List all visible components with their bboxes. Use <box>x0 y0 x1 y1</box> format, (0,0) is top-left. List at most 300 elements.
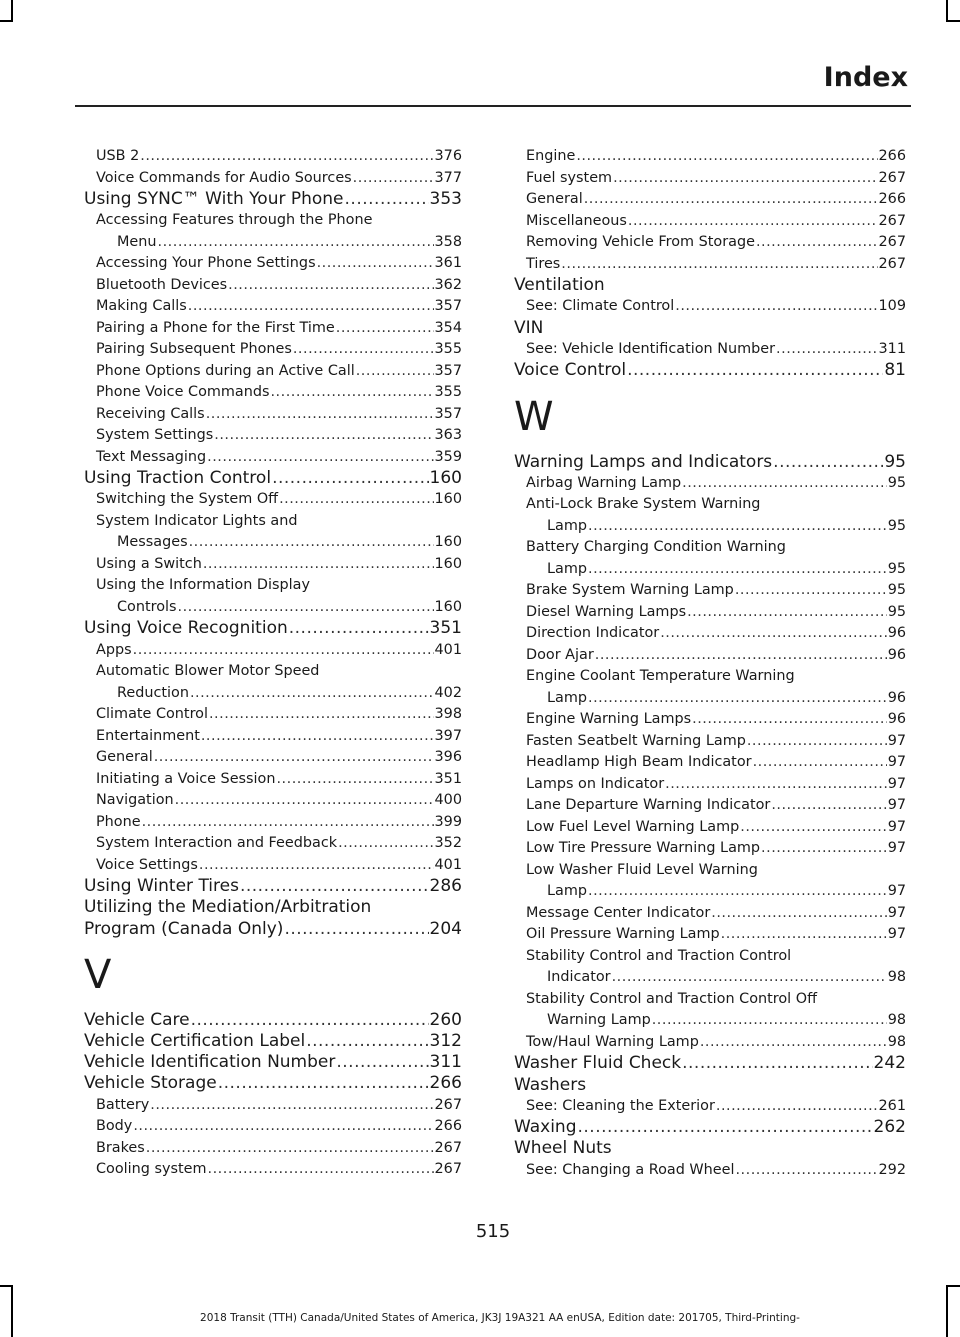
index-entry[interactable] <box>514 1117 906 1138</box>
entry-page-number: 242 <box>873 1053 906 1074</box>
index-subentry[interactable] <box>514 623 906 645</box>
entry-label: Battery <box>96 1096 150 1113</box>
entry-label: Warning Lamp <box>547 1012 651 1029</box>
dot-leader <box>740 817 886 839</box>
index-entry[interactable] <box>84 468 462 489</box>
entry-page-number: 96 <box>887 689 906 706</box>
index-heading: Stability Control and Traction Control <box>526 947 792 964</box>
entry-label: Lamp <box>547 883 587 900</box>
crop-mark-top-left-h <box>0 20 13 22</box>
entry-page-number: 355 <box>434 384 462 401</box>
entry-page-number: 266 <box>878 191 906 207</box>
dot-leader <box>761 838 887 860</box>
index-subentry[interactable] <box>514 473 906 495</box>
entry-page-number: 96 <box>887 646 906 663</box>
index-subentry[interactable] <box>514 967 906 989</box>
crop-mark-bottom-left-v <box>11 1285 13 1337</box>
entry-label: Fasten Seatbelt Warning Lamp <box>526 732 746 749</box>
index-subentry[interactable] <box>514 516 906 538</box>
index-subentry[interactable] <box>84 275 462 297</box>
entry-label: Voice Control <box>514 360 627 381</box>
entry-page-number: 267 <box>878 212 906 229</box>
entry-label: Voice Commands for Audio Sources <box>96 169 352 186</box>
entry-page-number: 95 <box>887 517 906 534</box>
entry-label: General <box>526 191 583 207</box>
index-subentry[interactable] <box>514 1010 906 1032</box>
index-subentry[interactable] <box>514 1032 906 1054</box>
entry-label: Indicator <box>547 969 611 986</box>
dot-leader <box>158 232 434 254</box>
index-subentry[interactable] <box>84 296 462 318</box>
index-subentry[interactable] <box>514 296 906 318</box>
entry-page-number: 355 <box>434 341 462 358</box>
dot-leader <box>771 795 886 817</box>
index-heading: VIN <box>514 317 544 338</box>
section-letter: W <box>514 393 554 440</box>
entry-page-number: 312 <box>429 1030 462 1051</box>
entry-label: General <box>96 749 153 766</box>
entry-page-number: 95 <box>884 451 906 472</box>
dot-leader <box>721 924 887 946</box>
dot-leader <box>190 683 434 705</box>
index-heading: Automatic Blower Motor Speed <box>96 663 320 680</box>
dot-leader <box>584 189 878 211</box>
entry-page-number: 362 <box>434 276 462 293</box>
dot-leader <box>276 769 433 791</box>
entry-page-number: 359 <box>434 448 462 465</box>
index-subentry[interactable] <box>84 855 462 877</box>
entry-label: Vehicle Care <box>84 1009 190 1030</box>
dot-leader <box>716 1096 878 1118</box>
index-subentry[interactable] <box>514 795 906 817</box>
dot-leader <box>652 1010 887 1032</box>
entry-page-number: 401 <box>434 856 462 873</box>
dot-leader <box>576 146 877 168</box>
index-heading: Ventilation <box>514 275 605 295</box>
entry-label: Accessing Your Phone Settings <box>96 255 316 272</box>
dot-leader <box>776 339 877 361</box>
entry-label: Miscellaneous <box>526 212 627 229</box>
index-subentry[interactable] <box>84 532 462 554</box>
dot-leader <box>612 967 887 989</box>
entry-label: Lamp <box>547 560 587 577</box>
entry-page-number: 160 <box>434 598 462 615</box>
index-entry[interactable] <box>84 1010 462 1031</box>
entry-label: Brake System Warning Lamp <box>526 582 734 599</box>
entry-label: Body <box>96 1118 133 1135</box>
entry-label: Washer Fluid Check <box>514 1053 682 1074</box>
entry-label: Making Calls <box>96 298 187 315</box>
index-entry[interactable] <box>84 1031 462 1052</box>
entry-page-number: 97 <box>887 883 906 900</box>
index-heading: Anti-Lock Brake System Warning <box>526 496 761 513</box>
entry-page-number: 353 <box>429 189 462 209</box>
dot-leader <box>747 731 887 753</box>
index-subentry[interactable] <box>84 382 462 404</box>
index-subentry[interactable] <box>84 640 462 662</box>
entry-page-number: 95 <box>887 582 906 599</box>
entry-label: Lamp <box>547 517 587 534</box>
entry-page-number: 266 <box>434 1118 462 1135</box>
index-subentry[interactable] <box>514 838 906 860</box>
dot-leader <box>687 602 887 624</box>
dot-leader <box>682 1053 872 1074</box>
entry-label: Phone Voice Commands <box>96 384 270 401</box>
entry-label: Pairing Subsequent Phones <box>96 341 292 358</box>
dot-leader <box>133 1116 433 1138</box>
entry-page-number: 267 <box>434 1096 462 1113</box>
entry-label: Messages <box>117 534 188 551</box>
section-letter: V <box>84 951 112 998</box>
dot-leader <box>627 360 883 381</box>
dot-leader <box>189 532 434 554</box>
page-title: Index <box>823 62 908 93</box>
dot-leader <box>317 253 434 275</box>
dot-leader <box>228 275 433 297</box>
entry-label: Using SYNC™ With Your Phone <box>84 189 344 209</box>
entry-label: Waxing <box>514 1117 577 1138</box>
index-subentry[interactable] <box>514 924 906 946</box>
index-subentry[interactable] <box>514 731 906 753</box>
entry-label: Receiving Calls <box>96 405 205 422</box>
entry-label: Phone Options during an Active Call <box>96 362 355 379</box>
entry-label: Voice Settings <box>96 856 198 873</box>
entry-page-number: 267 <box>878 234 906 250</box>
entry-label: System Settings <box>96 427 214 444</box>
index-subentry[interactable] <box>514 580 906 602</box>
entry-label: Fuel system <box>526 169 613 186</box>
entry-label: Airbag Warning Lamp <box>526 474 682 491</box>
entry-page-number: 96 <box>887 625 906 642</box>
entry-label: Tires <box>526 255 561 272</box>
index-subentry[interactable] <box>84 447 462 469</box>
index-subentry[interactable] <box>84 747 462 769</box>
dot-leader <box>773 452 883 473</box>
entry-label: See: Vehicle Identification Number <box>526 340 776 357</box>
index-heading: System Indicator Lights and <box>96 512 298 529</box>
dot-leader <box>240 876 429 897</box>
index-entry[interactable] <box>84 618 462 639</box>
entry-label: See: Cleaning the Exterior <box>526 1097 715 1114</box>
index-subentry[interactable] <box>514 903 906 925</box>
index-subentry[interactable] <box>84 554 462 576</box>
dot-leader <box>753 752 887 774</box>
index-heading: Low Washer Fluid Level Warning <box>526 861 758 878</box>
entry-label: Removing Vehicle From Storage <box>526 234 755 250</box>
entry-page-number: 292 <box>878 1161 906 1178</box>
index-subentry[interactable] <box>514 339 906 361</box>
entry-label: Text Messaging <box>96 448 207 465</box>
entry-page-number: 354 <box>434 319 462 336</box>
entry-label: Cooling system <box>96 1161 207 1178</box>
entry-page-number: 260 <box>429 1009 462 1030</box>
index-subentry[interactable] <box>514 559 906 581</box>
entry-label: Apps <box>96 641 132 658</box>
dot-leader <box>700 1032 887 1054</box>
index-heading: Stability Control and Traction Control Off <box>526 990 817 1007</box>
index-subentry[interactable] <box>84 361 462 383</box>
dot-leader <box>336 318 434 340</box>
index-subentry[interactable] <box>84 318 462 340</box>
index-entry[interactable] <box>84 876 462 897</box>
entry-page-number: 97 <box>887 818 906 835</box>
index-subentry[interactable] <box>84 339 462 361</box>
entry-label: Phone <box>96 813 141 830</box>
entry-label: Entertainment <box>96 727 200 744</box>
entry-page-number: 266 <box>429 1073 462 1094</box>
entry-label: Engine Warning Lamps <box>526 711 692 728</box>
index-subentry[interactable] <box>84 253 462 275</box>
index-heading: Engine Coolant Temperature Warning <box>526 668 795 685</box>
entry-page-number: 262 <box>873 1117 906 1138</box>
dot-leader <box>345 189 429 210</box>
index-subentry[interactable] <box>84 726 462 748</box>
entry-page-number: 98 <box>887 969 906 986</box>
entry-page-number: 357 <box>434 405 462 422</box>
index-subentry[interactable] <box>84 704 462 726</box>
dot-leader <box>289 618 429 639</box>
index-entry[interactable] <box>514 452 906 473</box>
index-column-left <box>84 146 462 1181</box>
index-subentry[interactable] <box>84 168 462 190</box>
dot-leader <box>588 559 887 581</box>
index-subentry[interactable] <box>514 168 906 190</box>
entry-label: Low Tire Pressure Warning Lamp <box>526 840 761 857</box>
index-subentry[interactable] <box>84 1095 462 1117</box>
dot-leader <box>665 774 887 796</box>
entry-label: Using Winter Tires <box>84 876 239 897</box>
entry-label: Using a Switch <box>96 555 202 572</box>
dot-leader <box>154 747 434 769</box>
entry-label: Pairing a Phone for the First Time <box>96 319 335 336</box>
entry-label: See: Changing a Road Wheel <box>526 1161 735 1178</box>
entry-page-number: 352 <box>434 835 462 852</box>
entry-label: Warning Lamps and Indicators <box>514 451 773 472</box>
index-subentry[interactable] <box>514 774 906 796</box>
entry-page-number: 267 <box>878 255 906 272</box>
index-entry[interactable] <box>84 1073 462 1094</box>
dot-leader <box>203 554 434 576</box>
entry-page-number: 376 <box>434 148 462 164</box>
entry-page-number: 267 <box>434 1161 462 1178</box>
entry-label: Climate Control <box>96 706 208 723</box>
entry-page-number: 95 <box>887 560 906 577</box>
dot-leader <box>595 645 887 667</box>
entry-page-number: 97 <box>887 775 906 792</box>
entry-label: Diesel Warning Lamps <box>526 603 687 620</box>
dot-leader <box>270 382 433 404</box>
dot-leader <box>150 1095 433 1117</box>
dot-leader <box>353 168 434 190</box>
index-subentry[interactable] <box>514 189 906 211</box>
entry-page-number: 267 <box>434 1139 462 1156</box>
entry-page-number: 361 <box>434 255 462 272</box>
dot-leader <box>207 447 433 469</box>
entry-page-number: 95 <box>887 474 906 491</box>
entry-page-number: 97 <box>887 904 906 921</box>
entry-page-number: 204 <box>429 918 462 939</box>
dot-leader <box>306 1031 428 1052</box>
index-subentry[interactable] <box>84 769 462 791</box>
dot-leader <box>191 1010 429 1031</box>
dot-leader <box>338 833 433 855</box>
index-entry[interactable] <box>514 360 906 381</box>
entry-label: Lane Departure Warning Indicator <box>526 797 771 814</box>
entry-page-number: 399 <box>434 813 462 830</box>
index-heading: Utilizing the Mediation/Arbitration <box>84 897 372 918</box>
index-subentry[interactable] <box>84 1116 462 1138</box>
entry-page-number: 286 <box>429 876 462 897</box>
dot-leader <box>588 881 887 903</box>
entry-label: Vehicle Storage <box>84 1073 217 1094</box>
entry-page-number: 160 <box>434 491 462 508</box>
index-entry[interactable] <box>84 189 462 210</box>
dot-leader <box>588 516 887 538</box>
dot-leader <box>613 168 877 190</box>
entry-label: Door Ajar <box>526 646 594 663</box>
dot-leader <box>756 232 878 254</box>
entry-page-number: 363 <box>434 427 462 444</box>
index-subentry[interactable] <box>514 211 906 233</box>
index-subentry[interactable] <box>84 1159 462 1181</box>
entry-label: Lamps on Indicator <box>526 775 665 792</box>
index-subentry[interactable] <box>514 146 906 168</box>
entry-label: Lamp <box>547 689 587 706</box>
entry-page-number: 351 <box>434 770 462 787</box>
dot-leader <box>206 404 434 426</box>
dot-leader <box>140 146 433 168</box>
crop-mark-top-right-h <box>946 20 960 22</box>
entry-page-number: 311 <box>878 340 906 357</box>
index-subentry[interactable] <box>84 790 462 812</box>
index-subentry[interactable] <box>84 404 462 426</box>
entry-label: Program (Canada Only) <box>84 918 284 939</box>
crop-mark-bottom-left-h <box>0 1285 13 1287</box>
dot-leader <box>356 361 434 383</box>
entry-page-number: 98 <box>887 1033 906 1050</box>
crop-mark-top-right-v <box>946 0 948 22</box>
index-subentry[interactable] <box>84 812 462 834</box>
dot-leader <box>218 1073 429 1094</box>
dot-leader <box>209 704 434 726</box>
index-subentry[interactable] <box>84 1138 462 1160</box>
index-subentry[interactable] <box>84 425 462 447</box>
dot-leader <box>146 1138 434 1160</box>
index-entry[interactable] <box>84 1052 462 1073</box>
entry-page-number: 358 <box>434 233 462 250</box>
index-subentry[interactable] <box>84 489 462 511</box>
entry-page-number: 351 <box>429 618 462 639</box>
entry-label: Initiating a Voice Session <box>96 770 276 787</box>
dot-leader <box>279 489 433 511</box>
entry-page-number: 96 <box>887 711 906 728</box>
dot-leader <box>293 339 434 361</box>
entry-page-number: 401 <box>434 641 462 658</box>
dot-leader <box>178 597 434 619</box>
entry-page-number: 398 <box>434 706 462 723</box>
entry-label: Bluetooth Devices <box>96 276 228 293</box>
entry-page-number: 311 <box>429 1052 462 1073</box>
index-subentry[interactable] <box>84 597 462 619</box>
entry-label: Vehicle Certification Label <box>84 1030 306 1051</box>
entry-page-number: 397 <box>434 727 462 744</box>
entry-label: Low Fuel Level Warning Lamp <box>526 818 740 835</box>
entry-page-number: 97 <box>887 754 906 771</box>
entry-label: Brakes <box>96 1139 145 1156</box>
entry-page-number: 160 <box>434 555 462 572</box>
index-entry[interactable] <box>514 1053 906 1074</box>
index-subentry[interactable] <box>84 683 462 705</box>
entry-page-number: 396 <box>434 749 462 766</box>
index-subentry[interactable] <box>514 752 906 774</box>
index-subentry[interactable] <box>514 1096 906 1118</box>
entry-label: See: Climate Control <box>526 298 675 315</box>
entry-page-number: 109 <box>878 298 906 315</box>
index-heading: Using the Information Display <box>96 577 310 594</box>
dot-leader <box>561 254 877 276</box>
entry-label: USB 2 <box>96 148 140 164</box>
dot-leader <box>142 812 434 834</box>
entry-page-number: 97 <box>887 926 906 943</box>
dot-leader <box>199 855 434 877</box>
index-subentry[interactable] <box>514 709 906 731</box>
index-subentry[interactable] <box>84 833 462 855</box>
entry-page-number: 81 <box>884 360 906 381</box>
index-subentry[interactable] <box>514 232 906 254</box>
dot-leader <box>660 623 887 645</box>
index-subentry[interactable] <box>84 146 462 168</box>
crop-mark-bottom-right-h <box>946 1285 960 1287</box>
index-subentry[interactable] <box>514 881 906 903</box>
index-subentry[interactable] <box>514 817 906 839</box>
title-rule <box>75 105 911 107</box>
dot-leader <box>133 640 434 662</box>
entry-label: Switching the System Off <box>96 491 279 508</box>
entry-label: Navigation <box>96 792 174 809</box>
index-entry[interactable] <box>84 919 462 940</box>
index-heading: Wheel Nuts <box>514 1138 612 1159</box>
entry-page-number: 357 <box>434 298 462 315</box>
entry-label: Menu <box>117 233 157 250</box>
index-column-right <box>514 146 906 1181</box>
index-subentry[interactable] <box>84 232 462 254</box>
index-subentry[interactable] <box>514 254 906 276</box>
dot-leader <box>711 903 886 925</box>
dot-leader <box>284 919 428 940</box>
index-heading: Battery Charging Condition Warning <box>526 539 786 556</box>
entry-page-number: 400 <box>434 792 462 809</box>
dot-leader <box>201 726 434 748</box>
dot-leader <box>214 425 433 447</box>
entry-label: Using Voice Recognition <box>84 618 288 639</box>
index-subentry[interactable] <box>514 602 906 624</box>
entry-page-number: 97 <box>887 732 906 749</box>
entry-page-number: 267 <box>878 169 906 186</box>
entry-label: Engine <box>526 148 576 164</box>
index-subentry[interactable] <box>514 688 906 710</box>
entry-page-number: 266 <box>878 148 906 164</box>
page-number: 515 <box>475 1221 511 1242</box>
index-subentry[interactable] <box>514 645 906 667</box>
entry-label: Vehicle Identification Number <box>84 1052 336 1073</box>
entry-label: Message Center Indicator <box>526 904 711 921</box>
entry-label: Oil Pressure Warning Lamp <box>526 926 720 943</box>
index-heading: Washers <box>514 1074 587 1095</box>
crop-mark-top-left-v <box>11 0 13 22</box>
entry-label: Direction Indicator <box>526 625 660 642</box>
index-subentry[interactable] <box>514 1160 906 1182</box>
entry-page-number: 357 <box>434 362 462 379</box>
